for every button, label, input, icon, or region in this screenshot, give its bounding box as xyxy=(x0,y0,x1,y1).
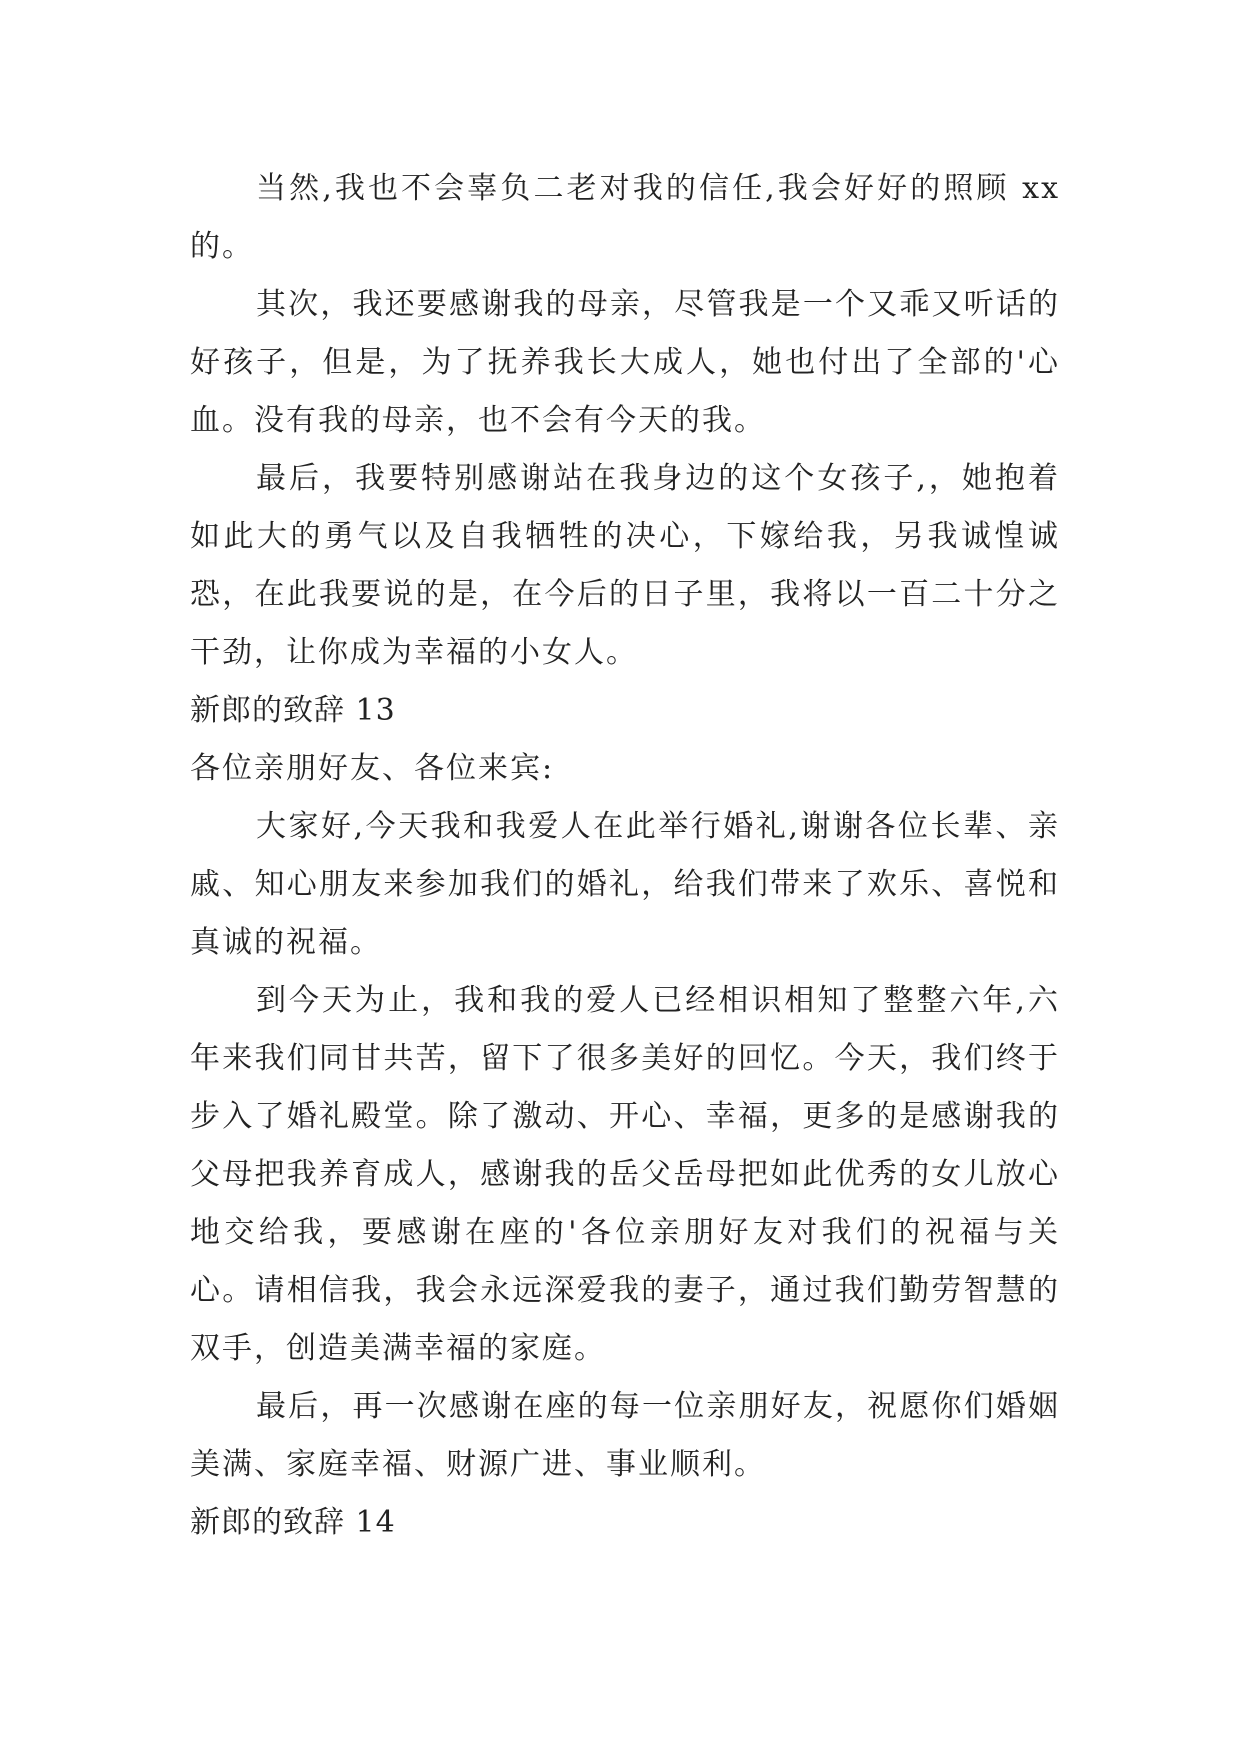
paragraph-thanks-mother: 其次，我还要感谢我的母亲，尽管我是一个又乖又听话的好孩子，但是，为了抚养我长大成人，她也付出了全部的'心血。没有我的母亲，也不会有今天的我。 xyxy=(190,287,1060,438)
salutation: 各位亲朋好友、各位来宾: xyxy=(190,751,555,786)
paragraph-care-promise: 当然,我也不会辜负二老对我的信任,我会好好的照顾 xx 的。 xyxy=(190,171,1060,264)
paragraph-final-wishes: 最后，再一次感谢在座的每一位亲朋好友，祝愿你们婚姻美满、家庭幸福、财源广进、事业顺利。 xyxy=(190,1389,1060,1482)
paragraph-six-years: 到今天为止，我和我的爱人已经相识相知了整整六年,六年来我们同甘共苦，留下了很多美好的回忆。今天，我们终于步入了婚礼殿堂。除了激动、开心、幸福，更多的是感谢我的父母把我养育成人，感谢我的岳父岳母把如此优秀的女儿放心地交给我，要感谢在座的'各位亲朋好友对我们的祝福与关心。请相信我，我会永远深爱我的妻子，通过我们勤劳智慧的双手，创造美满幸福的家庭。 xyxy=(190,983,1060,1366)
section-heading-13: 新郎的致辞 13 xyxy=(190,693,396,728)
paragraph-thanks-bride: 最后，我要特别感谢站在我身边的这个女孩子,，她抱着如此大的勇气以及自我牺牲的决心，下嫁给我，另我诚惶诚恐，在此我要说的是，在今后的日子里，我将以一百二十分之干劲，让你成为幸福的小女人。 xyxy=(190,461,1060,670)
section-heading-14: 新郎的致辞 14 xyxy=(190,1505,396,1540)
document-body xyxy=(190,160,1060,1552)
paragraph-greeting: 大家好,今天我和我爱人在此举行婚礼,谢谢各位长辈、亲戚、知心朋友来参加我们的婚礼，给我们带来了欢乐、喜悦和真诚的祝福。 xyxy=(190,809,1060,960)
